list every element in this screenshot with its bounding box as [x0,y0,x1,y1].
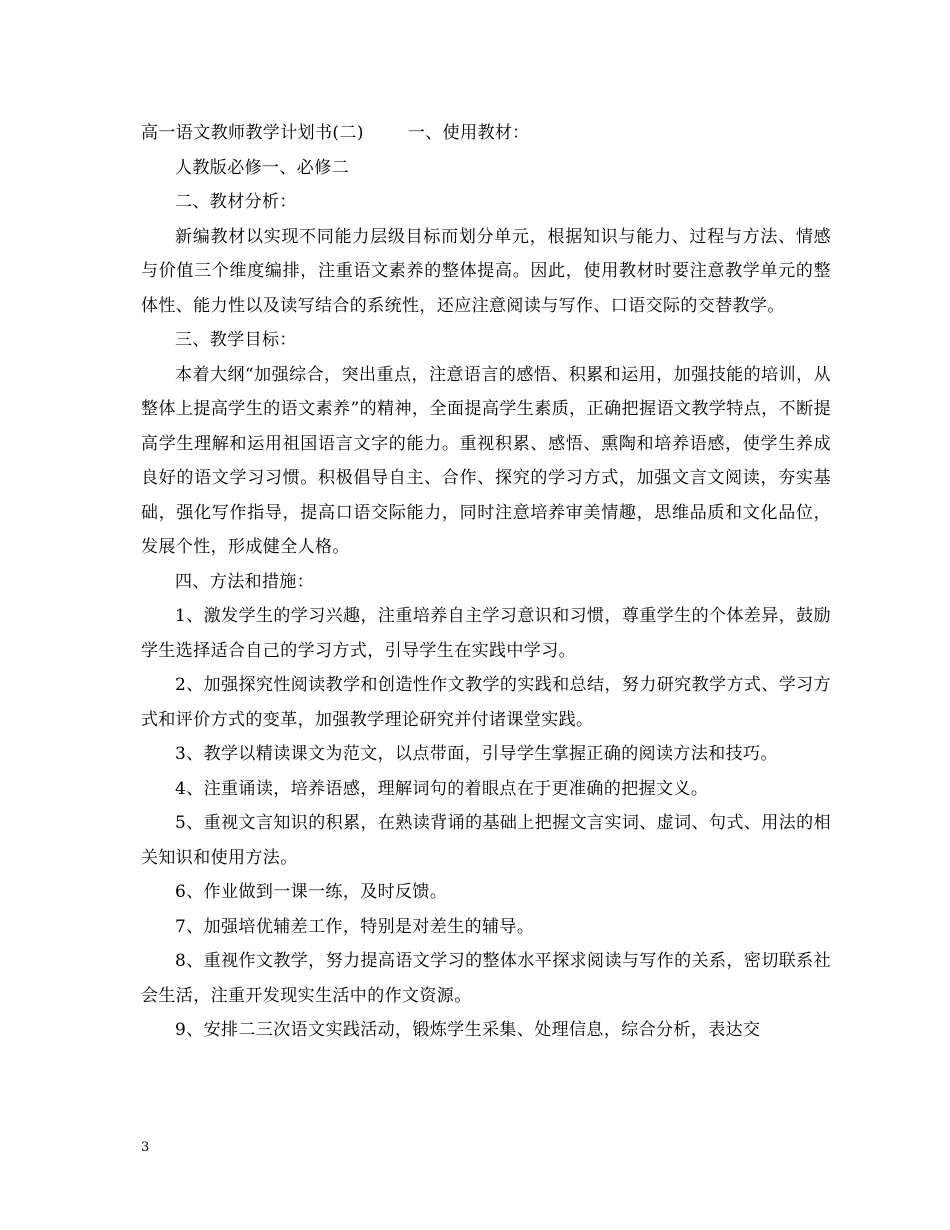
list-item-method-1: 1、激发学生的学习兴趣，注重培养自主学习意识和习惯，尊重学生的个体差异，鼓励学生选择适合自己的学习方式，引导学生在实践中学习。 [141,606,831,661]
paragraph-teaching-goals: 本着大纲“加强综合，突出重点，注意语言的感悟、积累和运用，加强技能的培训，从整体上提高学生的语文素养”的精神，全面提高学生素质，正确把握语文教学特点，不断提高学生理解和运用祖国语言文字的能力。重视积累、感悟、熏陶和培养语感，使学生养成良好的语文学习习惯。积极倡导自主、合作、探究的学习方式，加强文言文阅读，夯实基础，强化写作指导，提高口语交际能力，同时注意培养审美情趣，思维品质和文化品位，发展个性，形成健全人格。 [141,364,831,557]
list-item-method-7: 7、加强培优辅差工作，特别是对差生的辅导。 [175,916,535,937]
document-body [141,116,831,1048]
list-item-method-8: 8、重视作文教学，努力提高语文学习的整体水平探求阅读与写作的关系，密切联系社会生活，注重开发现实生活中的作文资源。 [141,951,831,1006]
heading-textbook: 一、使用教材： [407,123,530,143]
page-number: 3 [141,1140,150,1155]
heading-teaching-goals: 三、教学目标： [175,330,297,350]
list-item-method-4: 4、注重诵读，培养语感，理解词句的着眼点在于更准确的把握文义。 [175,778,709,799]
heading-textbook-analysis: 二、教材分析： [175,192,297,212]
document-title: 高一语文教师教学计划书(二) [141,123,364,143]
title-line [141,116,831,151]
heading-methods: 四、方法和措施： [175,571,315,592]
list-item-method-5: 5、重视文言知识的积累，在熟读背诵的基础上把握文言实词、虚词、句式、用法的相关知识和使用方法。 [141,813,831,868]
list-item-method-3: 3、教学以精读课文为范文，以点带面，引导学生掌握正确的阅读方法和技巧。 [175,744,778,764]
list-item-method-6: 6、作业做到一课一练，及时反馈。 [175,882,448,902]
list-item-method-9: 9、安排二三次语文实践活动，锻炼学生采集、处理信息，综合分析，表达交 [175,1020,761,1040]
paragraph-textbook-analysis: 新编教材以实现不同能力层级目标而划分单元，根据知识与能力、过程与方法、情感与价值三个维度编排，注重语文素养的整体提高。因此，使用教材时要注意教学单元的整体性、能力性以及读写结合的系统性，还应注意阅读与写作、口语交际的交替教学。 [141,226,831,316]
list-item-method-2: 2、加强探究性阅读教学和创造性作文教学的实践和总结，努力研究教学方式、学习方式和评价方式的变革，加强教学理论研究并付诸课堂实践。 [141,675,831,730]
paragraph-textbook-edition: 人教版必修一、必修二 [175,157,349,178]
